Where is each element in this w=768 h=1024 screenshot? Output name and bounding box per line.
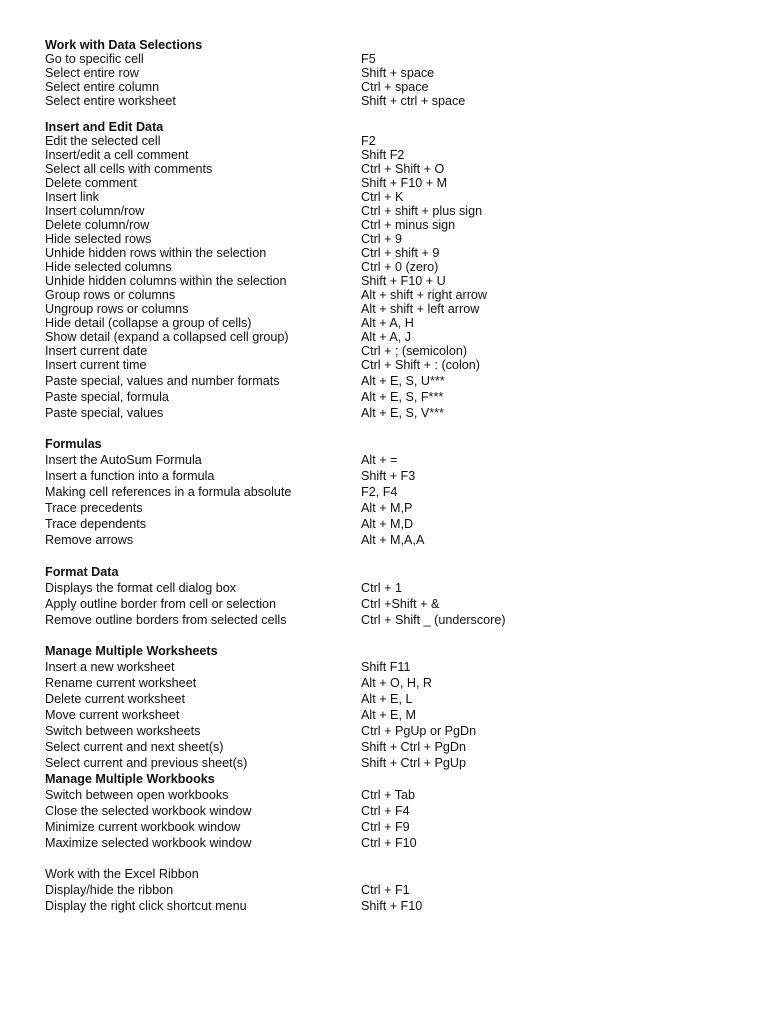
shortcut-keys: Shift + Ctrl + PgUp xyxy=(361,756,466,770)
shortcut-action: Insert/edit a cell comment xyxy=(45,148,189,162)
shortcut-action: Insert column/row xyxy=(45,204,145,218)
shortcut-row xyxy=(45,723,745,739)
shortcut-row xyxy=(45,134,745,148)
shortcut-action: Go to specific cell xyxy=(45,52,144,66)
shortcut-action: Select entire column xyxy=(45,80,160,94)
shortcut-action: Insert current time xyxy=(45,358,147,372)
shortcut-keys: Alt + A, J xyxy=(361,330,412,344)
shortcut-row xyxy=(45,66,745,80)
shortcut-action: Paste special, formula xyxy=(45,390,169,404)
shortcut-row xyxy=(45,316,745,330)
shortcut-action: Hide selected columns xyxy=(45,260,172,274)
shortcut-action: Display/hide the ribbon xyxy=(45,883,174,897)
shortcut-keys: Ctrl + K xyxy=(361,190,404,204)
shortcut-keys: Alt + M,P xyxy=(361,501,413,515)
shortcut-keys: Shift + F10 + U xyxy=(361,274,446,288)
shortcut-action: Select current and next sheet(s) xyxy=(45,740,224,754)
shortcut-keys: Shift + F10 xyxy=(361,899,423,913)
shortcut-keys: Ctrl + 1 xyxy=(361,581,402,595)
shortcut-keys: Alt + E, S, F*** xyxy=(361,390,444,404)
shortcut-keys: Shift F2 xyxy=(361,148,405,162)
shortcut-action: Making cell references in a formula absolute xyxy=(45,485,292,499)
shortcut-keys: Alt + E, M xyxy=(361,708,416,722)
section-paste-special xyxy=(45,373,745,421)
shortcut-action: Show detail (expand a collapsed cell group) xyxy=(45,330,289,344)
shortcut-row xyxy=(45,405,745,421)
shortcut-action: Select current and previous sheet(s) xyxy=(45,756,248,770)
shortcut-row xyxy=(45,52,745,66)
shortcut-keys: Ctrl + shift + plus sign xyxy=(361,204,483,218)
shortcut-action: Insert link xyxy=(45,190,99,204)
shortcut-row xyxy=(45,484,745,500)
section-data-selections xyxy=(45,38,745,108)
shortcut-action: Move current worksheet xyxy=(45,708,180,722)
shortcut-action: Delete column/row xyxy=(45,218,150,232)
shortcut-row xyxy=(45,452,745,468)
shortcut-keys: Shift + F10 + M xyxy=(361,176,448,190)
shortcut-row xyxy=(45,739,745,755)
shortcut-action: Rename current worksheet xyxy=(45,676,197,690)
shortcut-action: Select all cells with comments xyxy=(45,162,213,176)
shortcut-action: Display the right click shortcut menu xyxy=(45,899,247,913)
shortcut-action: Insert the AutoSum Formula xyxy=(45,453,202,467)
shortcut-row xyxy=(45,176,745,190)
shortcut-action: Hide selected rows xyxy=(45,232,152,246)
shortcut-keys: Shift + F3 xyxy=(361,469,416,483)
shortcut-row xyxy=(45,532,745,548)
shortcut-row xyxy=(45,898,745,914)
section-heading: Manage Multiple Workbooks xyxy=(45,772,215,786)
section-heading: Manage Multiple Worksheets xyxy=(45,644,218,658)
shortcut-row xyxy=(45,691,745,707)
shortcut-action: Apply outline border from cell or selection xyxy=(45,597,276,611)
shortcut-keys: Shift + space xyxy=(361,66,435,80)
shortcut-row xyxy=(45,819,745,835)
shortcut-action: Select entire worksheet xyxy=(45,94,176,108)
shortcut-action: Trace precedents xyxy=(45,501,143,515)
shortcut-keys: Ctrl + ; (semicolon) xyxy=(361,344,468,358)
shortcut-keys: F5 xyxy=(361,52,376,66)
section-heading: Work with Data Selections xyxy=(45,38,203,52)
shortcut-row xyxy=(45,344,745,358)
shortcut-keys: F2 xyxy=(361,134,376,148)
shortcut-action: Remove arrows xyxy=(45,533,134,547)
shortcut-row xyxy=(45,94,745,108)
shortcut-row xyxy=(45,80,745,94)
section-heading: Format Data xyxy=(45,565,119,579)
shortcut-row xyxy=(45,358,745,372)
shortcut-action: Paste special, values and number formats xyxy=(45,374,280,388)
shortcut-row xyxy=(45,260,745,274)
shortcut-action: Paste special, values xyxy=(45,406,164,420)
shortcut-row xyxy=(45,373,745,389)
shortcut-action: Ungroup rows or columns xyxy=(45,302,189,316)
shortcut-row xyxy=(45,787,745,803)
shortcut-row xyxy=(45,882,745,898)
shortcut-action: Unhide hidden rows within the selection xyxy=(45,246,267,260)
shortcut-row xyxy=(45,755,745,771)
shortcut-keys: Ctrl + space xyxy=(361,80,429,94)
shortcut-keys: Ctrl + F1 xyxy=(361,883,410,897)
shortcut-action: Remove outline borders from selected cells xyxy=(45,613,287,627)
shortcut-keys: Alt + E, S, V*** xyxy=(361,406,444,420)
shortcut-keys: Ctrl + PgUp or PgDn xyxy=(361,724,477,738)
shortcut-keys: Shift + ctrl + space xyxy=(361,94,466,108)
shortcut-row xyxy=(45,500,745,516)
shortcut-row xyxy=(45,612,745,628)
shortcut-action: Hide detail (collapse a group of cells) xyxy=(45,316,252,330)
shortcut-keys: Shift F11 xyxy=(361,660,411,674)
shortcut-keys: Alt + E, S, U*** xyxy=(361,374,445,388)
shortcut-row xyxy=(45,596,745,612)
shortcut-row xyxy=(45,246,745,260)
shortcut-row xyxy=(45,516,745,532)
shortcut-action: Switch between open workbooks xyxy=(45,788,229,802)
shortcut-row xyxy=(45,218,745,232)
shortcut-action: Displays the format cell dialog box xyxy=(45,581,237,595)
shortcut-keys: Ctrl + F9 xyxy=(361,820,410,834)
shortcut-row xyxy=(45,835,745,851)
shortcut-action: Minimize current workbook window xyxy=(45,820,241,834)
section-multiple-workbooks xyxy=(45,771,745,851)
shortcut-action: Switch between worksheets xyxy=(45,724,201,738)
shortcut-row xyxy=(45,232,745,246)
shortcut-keys: Ctrl + Shift _ (underscore) xyxy=(361,613,506,627)
shortcut-keys: Ctrl + minus sign xyxy=(361,218,456,232)
shortcut-keys: Alt + A, H xyxy=(361,316,414,330)
shortcut-keys: Alt + M,A,A xyxy=(361,533,425,547)
shortcut-action: Close the selected workbook window xyxy=(45,804,252,818)
shortcut-row xyxy=(45,288,745,302)
shortcut-row xyxy=(45,707,745,723)
shortcut-action: Insert a function into a formula xyxy=(45,469,215,483)
shortcut-keys: Alt + shift + left arrow xyxy=(361,302,480,316)
shortcut-keys: Alt + M,D xyxy=(361,517,414,531)
shortcut-row xyxy=(45,330,745,344)
shortcut-action: Insert current date xyxy=(45,344,148,358)
section-heading: Work with the Excel Ribbon xyxy=(45,867,199,881)
shortcut-row xyxy=(45,468,745,484)
shortcut-action: Trace dependents xyxy=(45,517,147,531)
shortcut-keys: Alt + O, H, R xyxy=(361,676,433,690)
shortcut-keys: Ctrl +Shift + & xyxy=(361,597,440,611)
shortcut-row xyxy=(45,580,745,596)
shortcut-row xyxy=(45,274,745,288)
shortcut-keys: F2, F4 xyxy=(361,485,398,499)
section-heading: Insert and Edit Data xyxy=(45,120,164,134)
shortcut-row xyxy=(45,148,745,162)
shortcut-keys: Shift + Ctrl + PgDn xyxy=(361,740,466,754)
section-excel-ribbon xyxy=(45,866,745,914)
shortcut-row xyxy=(45,204,745,218)
shortcut-action: Select entire row xyxy=(45,66,139,80)
shortcut-action: Delete comment xyxy=(45,176,137,190)
shortcut-keys: Ctrl + Shift + : (colon) xyxy=(361,358,480,372)
shortcut-row xyxy=(45,190,745,204)
section-formulas xyxy=(45,436,745,548)
shortcut-keys: Ctrl + shift + 9 xyxy=(361,246,440,260)
shortcut-keys: Ctrl + 0 (zero) xyxy=(361,260,439,274)
shortcut-row xyxy=(45,803,745,819)
shortcut-row xyxy=(45,659,745,675)
shortcut-keys: Ctrl + Tab xyxy=(361,788,416,802)
section-format-data xyxy=(45,564,745,628)
shortcut-row xyxy=(45,675,745,691)
section-heading: Formulas xyxy=(45,437,102,451)
shortcut-action: Delete current worksheet xyxy=(45,692,185,706)
section-insert-edit-data xyxy=(45,120,745,372)
shortcut-row xyxy=(45,389,745,405)
shortcut-keys: Ctrl + 9 xyxy=(361,232,402,246)
section-multiple-worksheets xyxy=(45,643,745,771)
shortcut-action: Maximize selected workbook window xyxy=(45,836,252,850)
shortcut-action: Unhide hidden columns within the selection xyxy=(45,274,287,288)
shortcut-row xyxy=(45,162,745,176)
shortcut-row xyxy=(45,302,745,316)
shortcut-action: Insert a new worksheet xyxy=(45,660,175,674)
shortcut-keys: Ctrl + F4 xyxy=(361,804,410,818)
shortcut-keys: Alt + = xyxy=(361,453,398,467)
shortcut-keys: Alt + shift + right arrow xyxy=(361,288,487,302)
shortcut-action: Edit the selected cell xyxy=(45,134,161,148)
shortcut-keys: Alt + E, L xyxy=(361,692,413,706)
shortcut-keys: Ctrl + F10 xyxy=(361,836,417,850)
shortcut-action: Group rows or columns xyxy=(45,288,176,302)
shortcut-keys: Ctrl + Shift + O xyxy=(361,162,445,176)
